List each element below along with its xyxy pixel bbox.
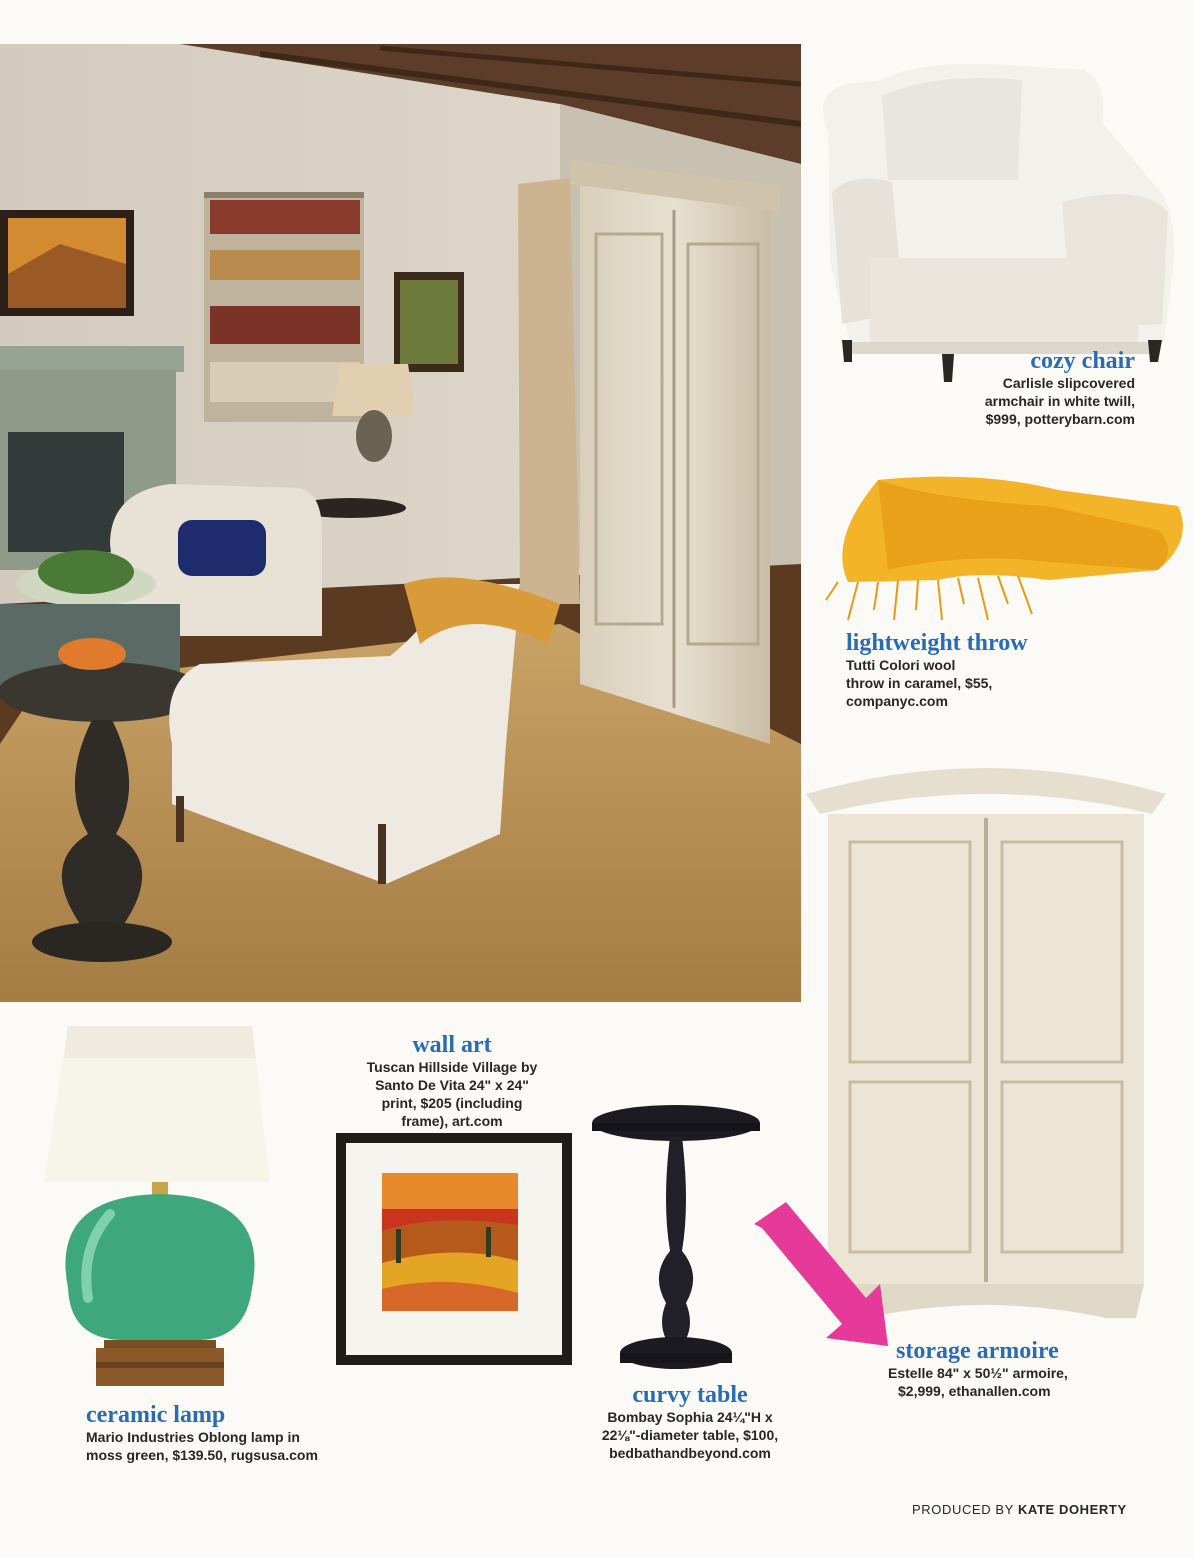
lightweight-throw-title: lightweight throw [846,630,1028,656]
storage-armoire-caption [888,1338,1118,1400]
curvy-table-caption [590,1382,790,1462]
curvy-table-desc [590,1408,790,1462]
desc-line: moss green, $139.50, rugsusa.com [86,1447,318,1463]
armchair-photo [812,62,1192,384]
desc-line: Tutti Colori wool [846,657,956,673]
cozy-chair-title: cozy chair [1030,348,1135,374]
ceramic-lamp-caption [86,1402,386,1464]
pink-arrow-icon [748,1198,898,1348]
desc-line: armchair in white twill, [984,393,1135,409]
produced-by-credit [912,1502,1127,1517]
desc-line: Tuscan Hillside Village by [366,1059,538,1075]
desc-line: print, $205 (including [381,1095,523,1111]
pedestal-table-photo [590,1103,762,1381]
desc-line: Carlisle slipcovered [1002,375,1135,391]
ceramic-lamp-photo [40,1018,280,1396]
cozy-chair-desc [900,374,1135,428]
desc-line: 22⅛"-diameter table, $100, [601,1427,779,1443]
storage-armoire-desc [888,1364,1118,1400]
credit-name: KATE DOHERTY [1017,1502,1127,1517]
desc-line: Estelle 84" x 50½" armoire, [888,1365,1068,1381]
desc-line: $999, potterybarn.com [985,411,1135,427]
lightweight-throw-caption [846,630,1146,710]
curvy-table-title: curvy table [632,1382,748,1408]
cozy-chair-caption [900,348,1135,428]
storage-armoire-title: storage armoire [896,1338,1059,1364]
framed-print-photo [336,1133,572,1365]
desc-line: Santo De Vita 24" x 24" [375,1077,529,1093]
living-room-photo [0,44,801,1002]
wall-art-title: wall art [412,1032,492,1058]
desc-line: $2,999, ethanallen.com [898,1383,1051,1399]
desc-line: bedbathandbeyond.com [609,1445,771,1461]
lightweight-throw-desc [846,656,1146,710]
desc-line: throw in caramel, $55, [846,675,993,691]
desc-line: frame), art.com [401,1113,503,1129]
ceramic-lamp-title: ceramic lamp [86,1402,226,1428]
wall-art-desc [346,1058,558,1130]
throw-blanket-photo [818,470,1194,630]
desc-line: Bombay Sophia 24¼"H x [607,1409,773,1425]
wall-art-caption [346,1032,558,1130]
ceramic-lamp-desc [86,1428,386,1464]
credit-prefix: PRODUCED BY [912,1502,1014,1517]
desc-line: companyc.com [846,693,948,709]
desc-line: Mario Industries Oblong lamp in [86,1429,300,1445]
